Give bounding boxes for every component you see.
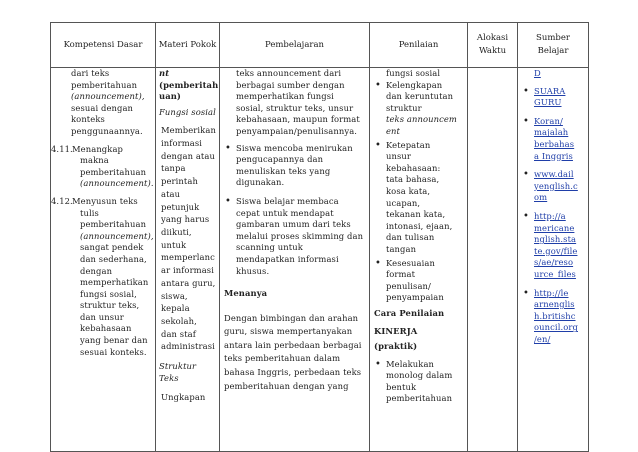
penilaian-line: tangan <box>386 243 417 254</box>
materi-line: diikuti, <box>161 227 192 237</box>
penilaian-line: struktur <box>386 102 422 113</box>
penilaian-bullets <box>374 359 465 405</box>
kd-item-4-12 <box>51 196 153 358</box>
source-link[interactable]: ouncil.org <box>534 322 578 333</box>
pembelajaran-line: bahasa Inggris, perbedaan teks <box>224 367 362 378</box>
penilaian-line: format <box>386 269 416 280</box>
list-item <box>522 86 586 109</box>
pembelajaran-line: gambaran umum dari teks <box>236 219 351 230</box>
praktik-heading: (praktik) <box>374 341 418 352</box>
pembelajaran-line: melalui proses skimming dan <box>236 230 364 241</box>
header-penilaian: Penilaian <box>370 23 468 68</box>
source-link[interactable]: • http://le <box>534 287 569 298</box>
pembelajaran-line: • Siswa mencoba menirukan <box>236 142 353 153</box>
source-link[interactable]: • Koran/ <box>534 115 563 126</box>
kd-line: (announcement). <box>80 178 154 189</box>
materi-line: perintah <box>161 176 198 187</box>
kd-line: (announcement), <box>80 230 154 241</box>
kinerja-heading: KINERJA <box>374 326 418 337</box>
kd-item-4-11 <box>51 144 153 190</box>
materi-line: antara guru, <box>161 277 216 288</box>
penilaian-line: bentuk <box>386 381 417 392</box>
materi-line: (pemberitah <box>159 79 219 90</box>
materi-line: memperlanc <box>161 252 215 263</box>
source-link[interactable]: te.gov/file <box>534 245 578 256</box>
penilaian-line: • Kelengkapan <box>386 79 443 90</box>
list-item <box>374 140 465 256</box>
pembelajaran-line: cepat untuk mendapat <box>236 207 334 218</box>
source-link[interactable]: /en/ <box>534 333 551 344</box>
penilaian-line: tekanan kata, <box>386 209 446 220</box>
penilaian-line: pemberitahuan <box>386 393 453 404</box>
kd-line: dan unsur <box>80 311 124 322</box>
penilaian-line: ucapan, <box>386 197 421 208</box>
materi-line: siswa, <box>161 290 188 301</box>
kd-line: sangat pendek <box>80 242 144 253</box>
source-link[interactable]: s/ae/reso <box>534 257 574 268</box>
sumber-bullets <box>522 86 586 346</box>
header-row <box>51 23 589 68</box>
pembelajaran-line: berbagai sumber dengan <box>236 79 345 90</box>
header-alokasi-waktu: Alokasi Waktu <box>468 23 518 68</box>
kd-line: pemberitahuan <box>80 219 147 230</box>
kd-line: penggunaannya. <box>71 125 143 136</box>
source-link[interactable]: nglish.sta <box>534 234 577 245</box>
list-item <box>522 116 586 162</box>
penilaian-line: tata bahasa, <box>386 174 440 185</box>
materi-line: Memberikan <box>161 125 216 136</box>
kd-line: Menangkap <box>72 143 124 154</box>
penilaian-line: dan tulisan <box>386 232 435 243</box>
kd-line: struktur teks, <box>80 300 140 311</box>
source-link[interactable]: • http://a <box>534 210 566 221</box>
pembelajaran-line: mendapatkan informasi <box>236 253 339 264</box>
kd-line: dengan <box>80 265 113 276</box>
source-link[interactable]: berbahas <box>534 138 575 149</box>
materi-line: petunjuk <box>161 201 200 212</box>
kd-cell <box>51 68 156 452</box>
pembelajaran-line: memperhatikan fungsi <box>236 91 334 102</box>
source-link[interactable]: • SUARA <box>534 85 566 96</box>
kd-line: pemberitahuan <box>71 79 138 90</box>
materi-line: dan staf <box>161 328 196 339</box>
pembelajaran-bullets <box>224 143 365 278</box>
list-item <box>224 196 365 277</box>
penilaian-line: penulisan/ <box>386 280 431 291</box>
materi-line: uan) <box>159 91 181 102</box>
pembelajaran-line: teks announcement dari <box>236 68 342 78</box>
kd-line: sesuai dengan <box>71 102 134 113</box>
penilaian-line: monolog dalam <box>386 370 453 381</box>
pembelajaran-cell <box>220 68 370 452</box>
list-item <box>374 258 465 304</box>
materi-cell <box>156 68 220 452</box>
kd-line: yang benar dan <box>80 335 148 346</box>
materi-line: Ungkapan <box>161 392 206 403</box>
penilaian-line: unsur <box>386 151 411 162</box>
pembelajaran-line: • Siswa belajar membaca <box>236 195 339 206</box>
penilaian-line: penyampaian <box>386 292 444 303</box>
cara-penilaian-heading: Cara Penilaian <box>374 307 445 318</box>
kd-line: kebahasaan <box>80 323 132 334</box>
content-row <box>51 68 589 452</box>
kd-line: Menyusun teks <box>72 195 138 206</box>
list-item <box>374 359 465 405</box>
materi-line: ar informasi <box>161 265 214 276</box>
lesson-plan-table <box>50 22 589 452</box>
source-link[interactable]: arnenglis <box>534 299 575 310</box>
penilaian-line: • Melakukan <box>386 358 435 369</box>
materi-line: untuk <box>161 239 187 250</box>
pembelajaran-line: khusus. <box>236 265 270 276</box>
list-item <box>522 169 586 204</box>
penilaian-line: fungsi sosial <box>386 68 441 78</box>
materi-subheading-fungsi-sosial: Fungsi sosial <box>159 106 216 117</box>
header-kompetensi-dasar: Kompetensi Dasar <box>51 23 156 68</box>
source-link[interactable]: yenglish.c <box>534 180 578 191</box>
header-sumber-belajar: Sumber Belajar <box>518 23 589 68</box>
source-link[interactable]: • www.dail <box>534 169 574 180</box>
kd-number: 4.12. <box>51 195 73 206</box>
kd-line: tulis <box>80 207 99 218</box>
materi-line: tanpa <box>161 163 186 174</box>
kd-line: dari teks <box>71 68 110 78</box>
pembelajaran-line: guru, siswa mempertanyakan <box>224 326 353 337</box>
penilaian-line: • Kesesuaian <box>386 257 435 268</box>
menanya-heading: Menanya <box>224 288 268 299</box>
materi-line: atau <box>161 188 181 199</box>
penilaian-line: teks announcem <box>386 114 457 125</box>
kd-line: (announcement), <box>71 91 145 102</box>
penilaian-line: intonasi, ejaan, <box>386 220 453 231</box>
penilaian-bullets <box>374 80 465 304</box>
pembelajaran-line: kebahasaan, maupun format <box>236 114 360 125</box>
header-pembelajaran: Pembelajaran <box>220 23 370 68</box>
list-item <box>522 211 586 281</box>
materi-line: yang harus <box>161 214 210 225</box>
materi-line: informasi <box>161 138 203 149</box>
kd-line: fungsi sosial, <box>80 288 137 299</box>
pembelajaran-line: penyampaian/penulisannya. <box>236 125 358 136</box>
pembelajaran-line: Dengan bimbingan dan arahan <box>224 312 359 323</box>
pembelajaran-line: antara lain perbedaan berbagai <box>224 339 362 350</box>
penilaian-cell <box>370 68 468 452</box>
pembelajaran-line: sosial, struktur teks, unsur <box>236 102 354 113</box>
list-item <box>374 80 465 138</box>
materi-subheading-struktur-teks: Struktur Teks <box>159 361 197 383</box>
source-link[interactable]: mericane <box>534 222 575 233</box>
pembelajaran-line: digunakan. <box>236 177 285 188</box>
source-link[interactable]: urce_files <box>534 268 576 279</box>
materi-line: sekolah, <box>161 315 197 326</box>
header-materi-pokok: Materi Pokok <box>156 23 220 68</box>
penilaian-line: ent <box>386 125 401 136</box>
sumber-cell <box>518 68 589 452</box>
materi-line: kepala <box>161 303 190 314</box>
source-link[interactable]: h.britishc <box>534 310 576 321</box>
source-link[interactable]: GURU <box>534 97 562 108</box>
list-item <box>224 143 365 189</box>
kd-line: memperhatikan <box>80 277 149 288</box>
source-link-continued[interactable]: D <box>534 68 541 78</box>
pembelajaran-line: scanning untuk <box>236 242 303 253</box>
pembelajaran-line: pengucapannya dan <box>236 154 324 165</box>
penilaian-line: dan keruntutan <box>386 91 454 102</box>
kd-line: dan sederhana, <box>80 253 147 264</box>
kd-line: sesuai konteks. <box>80 346 147 357</box>
penilaian-line: • Ketepatan <box>386 139 431 150</box>
kd-number: 4.11. <box>51 143 73 154</box>
kd-line: makna <box>80 155 109 166</box>
penilaian-line: kebahasaan: <box>386 162 441 173</box>
list-item <box>522 288 586 346</box>
pembelajaran-line: teks pemberitahuan dalam <box>224 353 341 364</box>
pembelajaran-line: menuliskan teks yang <box>236 165 331 176</box>
source-link[interactable]: a Inggris <box>534 150 573 161</box>
kd-line: pemberitahuan <box>80 166 147 177</box>
source-link[interactable]: om <box>534 192 548 203</box>
kd-line: konteks <box>71 114 105 125</box>
source-link[interactable]: majalah <box>534 127 569 138</box>
materi-line: administrasi <box>161 341 215 352</box>
alokasi-cell <box>468 68 518 452</box>
materi-line: nt <box>159 68 170 78</box>
penilaian-line: kosa kata, <box>386 185 431 196</box>
materi-line: dengan atau <box>161 150 215 161</box>
pembelajaran-line: pemberitahuan dengan yang <box>224 380 349 391</box>
